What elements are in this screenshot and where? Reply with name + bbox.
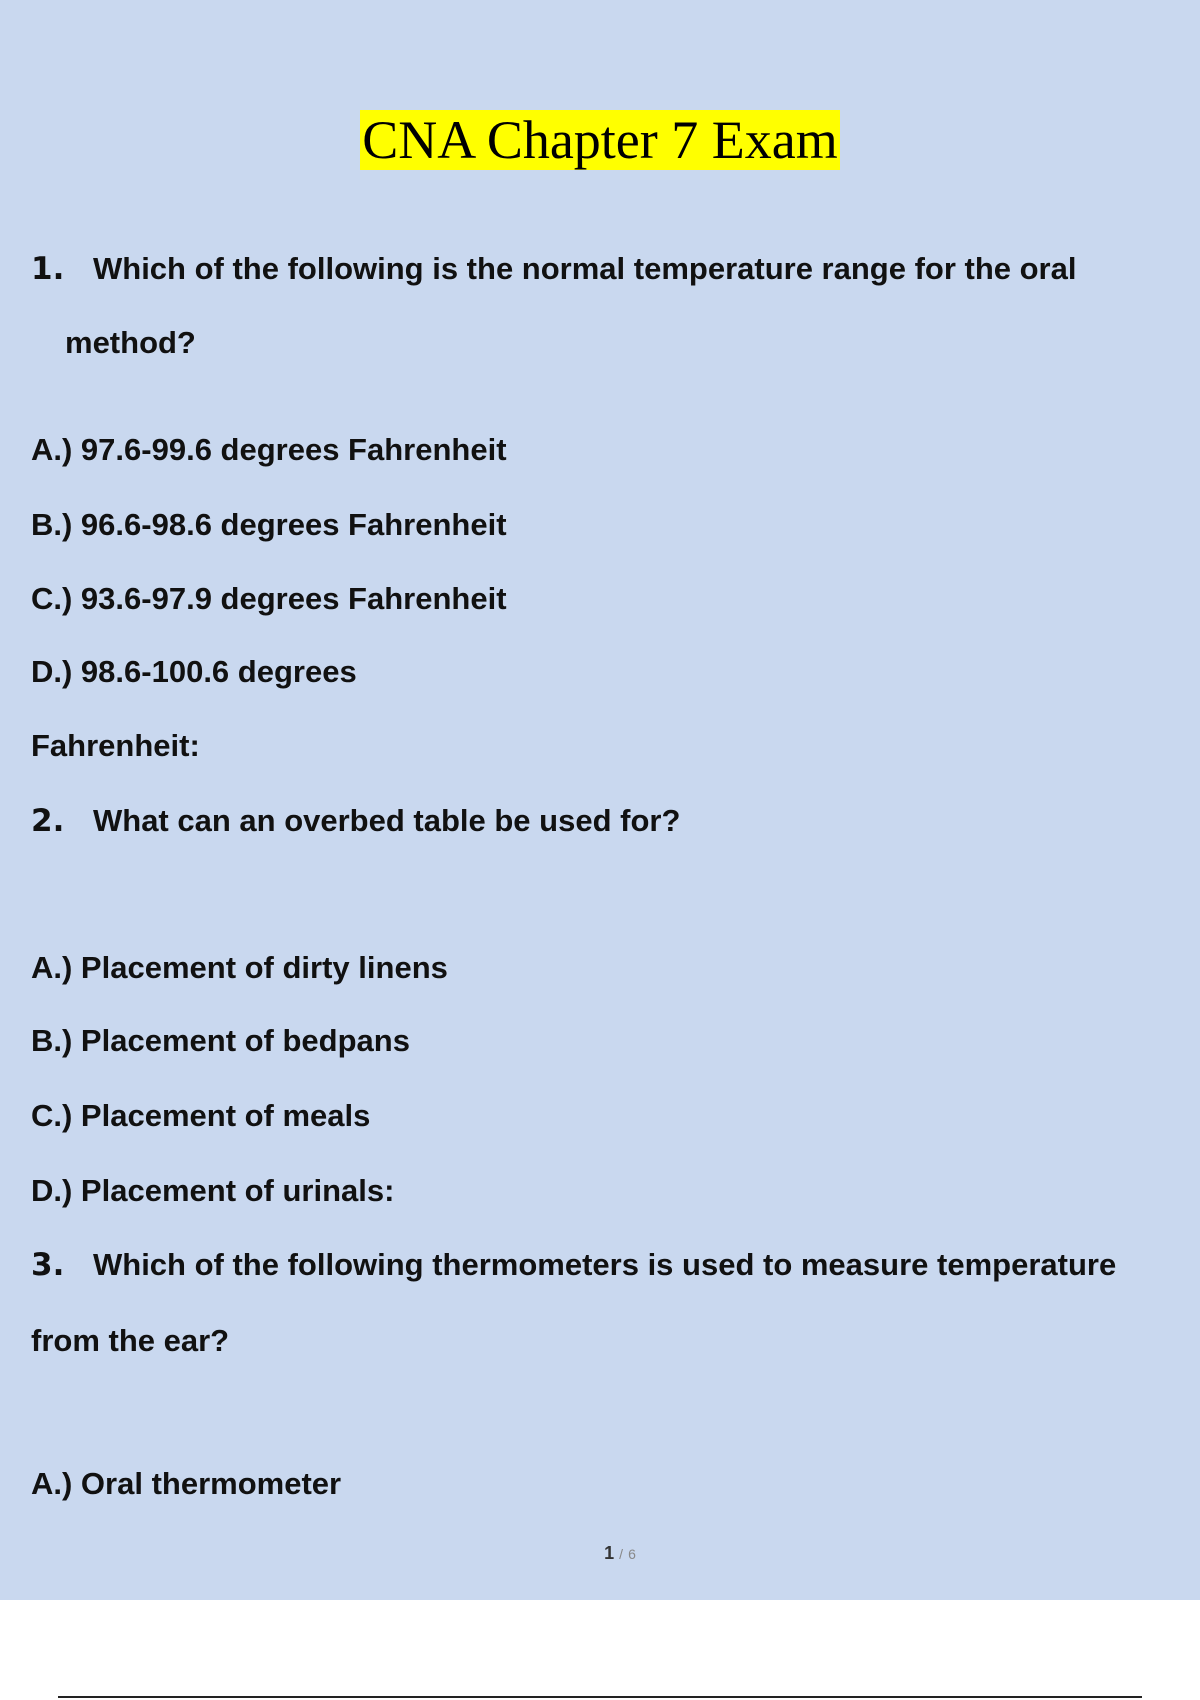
page-title: CNA Chapter 7 Exam (362, 110, 838, 170)
option-c: C.) Placement of meals (31, 1098, 371, 1133)
total-pages: 6 (628, 1546, 636, 1562)
current-page: 1 (604, 1543, 615, 1563)
question-number: 2. (31, 803, 65, 839)
page-indicator (0, 1543, 1200, 1564)
question-text: Which of the following thermometers is used to measure temperature (93, 1247, 1117, 1282)
question-text: What can an overbed table be used for? (93, 803, 681, 838)
question-1 (31, 249, 1076, 289)
option-b: B.) 96.6-98.6 degrees Fahrenheit (31, 507, 507, 542)
option-a: A.) 97.6-99.6 degrees Fahrenheit (31, 432, 507, 467)
option-a: A.) Oral thermometer (31, 1466, 342, 1501)
question-number: 3. (31, 1247, 65, 1283)
option-d: D.) Placement of urinals: (31, 1173, 395, 1208)
option-d: D.) 98.6-100.6 degrees (31, 654, 357, 689)
question-2 (31, 801, 680, 841)
option-c: C.) 93.6-97.9 degrees Fahrenheit (31, 581, 507, 616)
option-d-continuation: Fahrenheit: (31, 728, 200, 763)
question-number: 1. (31, 251, 65, 287)
question-3-continuation: from the ear? (31, 1323, 230, 1358)
question-3 (31, 1245, 1116, 1285)
option-a: A.) Placement of dirty linens (31, 950, 448, 985)
option-b: B.) Placement of bedpans (31, 1023, 410, 1058)
page-separator: / (619, 1546, 624, 1562)
question-1-continuation: method? (65, 325, 196, 360)
divider (58, 1696, 1142, 1698)
question-text: Which of the following is the normal temperature range for the oral (93, 251, 1077, 286)
title-container (0, 108, 1200, 172)
